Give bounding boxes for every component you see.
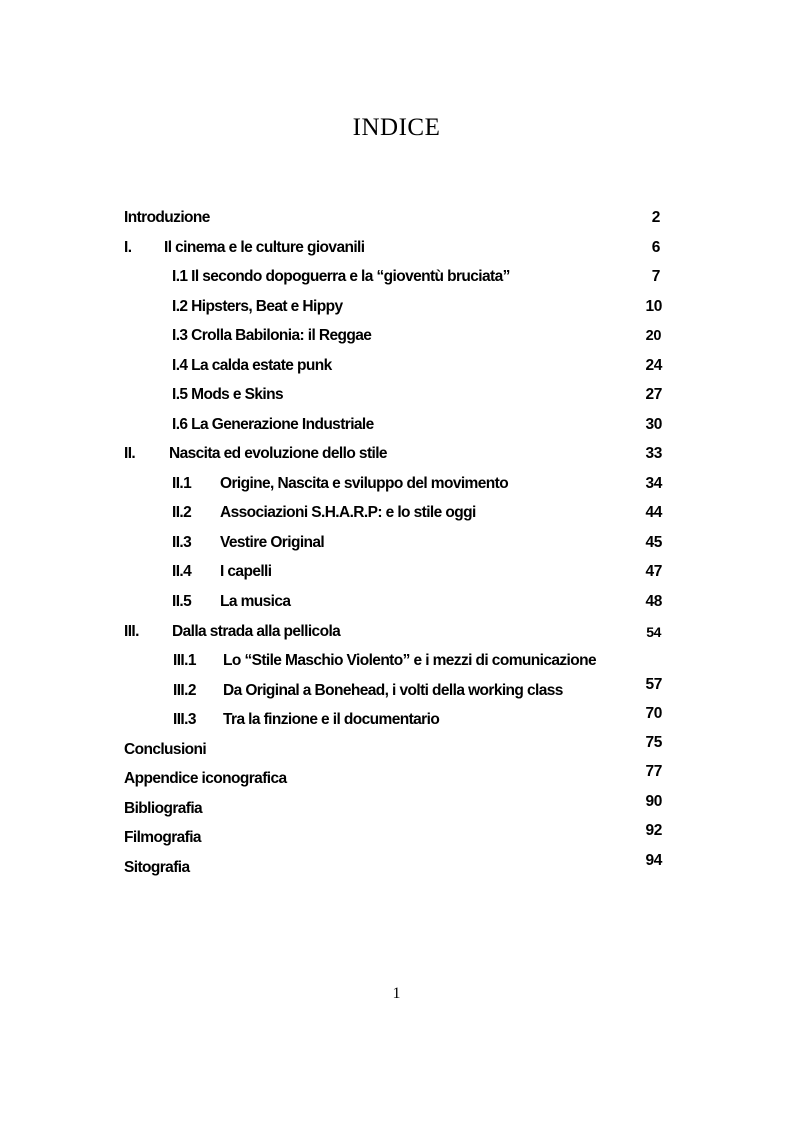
toc-section-3-2: [173, 681, 563, 701]
toc-section-number: III.2: [173, 682, 196, 699]
toc-entry-label: Bibliografia: [124, 800, 203, 817]
toc-page-number: 94: [645, 852, 662, 869]
toc-page-number: 30: [645, 416, 662, 433]
toc-page-number: 47: [645, 563, 662, 580]
toc-page-number: 34: [645, 475, 662, 492]
toc-page-number: 6: [651, 239, 660, 256]
toc-page-number: 45: [645, 534, 662, 551]
toc-section-1-5: [172, 385, 283, 405]
toc-entry-label: Introduzione: [124, 209, 210, 226]
toc-section-3-3: [173, 710, 439, 730]
toc-section-number: II.2: [172, 504, 192, 521]
toc-section-label: Tra la finzione e il documentario: [223, 711, 440, 728]
toc-section-label: Associazioni S.H.A.R.P: e lo stile oggi: [220, 504, 476, 521]
toc-section-label: I.6 La Generazione Industriale: [172, 416, 374, 433]
toc-page-number: 54: [646, 624, 661, 640]
toc-chapter-number: III.: [124, 623, 139, 640]
toc-chapter-number: II.: [124, 445, 136, 462]
toc-entry-appendice: [124, 769, 287, 789]
toc-section-number: II.5: [172, 593, 192, 610]
toc-page-number: 90: [645, 793, 662, 810]
page-footer-number: 1: [392, 985, 401, 1002]
toc-section-2-3: [172, 533, 324, 553]
toc-page-number: 20: [645, 328, 661, 344]
toc-entry-introduzione: [124, 208, 210, 228]
toc-section-1-4: [172, 356, 332, 376]
toc-page-number: 2: [651, 209, 660, 226]
toc-chapter-label: Nascita ed evoluzione dello stile: [169, 445, 387, 462]
toc-page-number: 70: [645, 705, 662, 722]
toc-section-number: II.3: [172, 534, 192, 551]
toc-section-label: I.5 Mods e Skins: [172, 386, 283, 403]
toc-chapter-2: [124, 444, 387, 464]
toc-section-2-5: [172, 592, 290, 612]
toc-page-number: 7: [651, 268, 660, 285]
toc-section-3-1: [173, 651, 596, 671]
toc-section-2-2: [172, 503, 476, 523]
toc-section-number: III.3: [173, 711, 196, 728]
toc-section-label: Vestire Original: [220, 534, 325, 551]
toc-section-label: I.3 Crolla Babilonia: il Reggae: [172, 327, 372, 344]
toc-entry-label: Appendice iconografica: [124, 770, 287, 787]
toc-chapter-number: I.: [124, 239, 132, 256]
toc-section-label: Lo “Stile Maschio Violento” e i mezzi di comunicazione: [223, 652, 596, 669]
toc-page-number: 33: [645, 445, 662, 462]
toc-chapter-3: [124, 622, 340, 642]
toc-chapter-label: Il cinema e le culture giovanili: [164, 239, 365, 256]
toc-section-1-3: [172, 326, 371, 346]
toc-section-label: I.1 Il secondo dopoguerra e la “gioventù bruciata”: [172, 268, 510, 285]
toc-section-number: II.1: [172, 475, 192, 492]
toc-entry-conclusioni: [124, 740, 206, 760]
toc-chapter-label: Dalla strada alla pellicola: [172, 623, 341, 640]
toc-section-label: I.4 La calda estate punk: [172, 357, 332, 374]
toc-section-label: La musica: [220, 593, 291, 610]
toc-page-number: 24: [645, 357, 662, 374]
toc-entry-bibliografia: [124, 799, 202, 819]
toc-section-label: Origine, Nascita e sviluppo del movimento: [220, 475, 509, 492]
toc-page-number: 10: [645, 298, 662, 315]
toc-entry-label: Sitografia: [124, 859, 190, 876]
toc-entry-label: Filmografia: [124, 829, 201, 846]
page-title: INDICE: [352, 114, 441, 141]
toc-section-2-4: [172, 562, 271, 582]
toc-entry-label: Conclusioni: [124, 741, 207, 758]
toc-page-number: 44: [645, 504, 662, 521]
toc-section-label: I capelli: [220, 563, 272, 580]
toc-page-number: 57: [645, 676, 662, 693]
toc-page-number: 77: [645, 763, 662, 780]
toc-section-number: III.1: [173, 652, 196, 669]
toc-section-2-1: [172, 474, 508, 494]
toc-section-label: Da Original a Bonehead, i volti della working class: [223, 682, 563, 699]
toc-section-number: II.4: [172, 563, 192, 580]
toc-section-1-6: [172, 415, 374, 435]
toc-page-number: 27: [645, 386, 662, 403]
toc-page-number: 48: [645, 593, 662, 610]
toc-section-1-1: [172, 267, 510, 287]
toc-entry-filmografia: [124, 828, 201, 848]
toc-section-1-2: [172, 297, 342, 317]
toc-page-number: 92: [645, 822, 662, 839]
toc-section-label: I.2 Hipsters, Beat e Hippy: [172, 298, 343, 315]
toc-chapter-1: [124, 238, 364, 258]
toc-entry-sitografia: [124, 858, 189, 878]
toc-page-number: 75: [645, 734, 662, 751]
